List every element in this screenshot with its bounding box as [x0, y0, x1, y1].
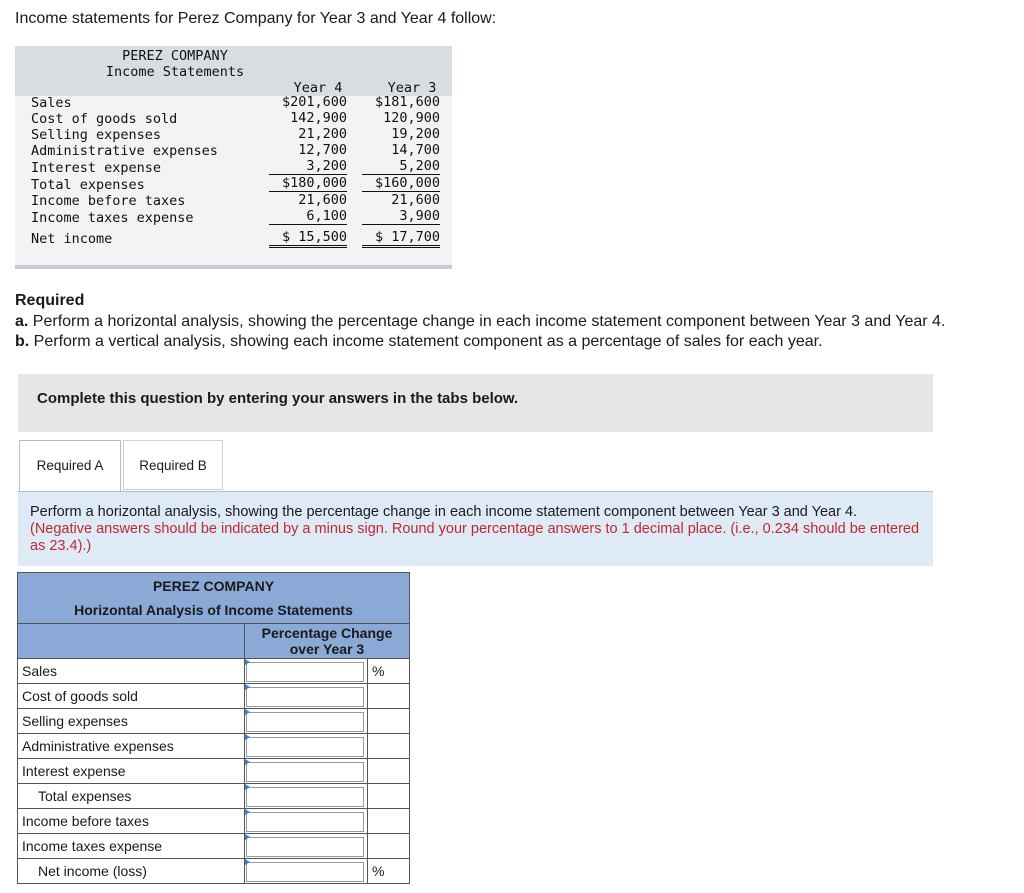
- required-title: Required: [15, 292, 85, 309]
- stmt-y3-selling: 19,200: [391, 126, 440, 142]
- statement-title: Income Statements: [105, 64, 245, 80]
- total-expenses-pct-input[interactable]: [246, 787, 364, 807]
- stmt-y4-interest: 3,200: [269, 158, 347, 175]
- table-row: [18, 684, 410, 709]
- pct-cell-empty: [368, 809, 410, 834]
- table-row: [18, 659, 410, 684]
- row-label: Income taxes expense: [18, 834, 245, 859]
- row-label: Income before taxes: [18, 809, 245, 834]
- stmt-y4-net: $ 15,500: [269, 229, 347, 248]
- instructions-note: (Negative answers should be indicated by a minus sign. Round your percentage answers to 1 decimal place. (i.e., 0.234 should be entered as 23.4).): [30, 521, 920, 554]
- table-row: [18, 834, 410, 859]
- stmt-y4-total: $180,000: [269, 175, 347, 192]
- stmt-y3-cogs: 120,900: [383, 110, 440, 126]
- row-label: Sales: [18, 659, 245, 684]
- stmt-y4-admin: 12,700: [298, 142, 347, 158]
- stmt-y3-interest: 5,200: [362, 158, 440, 175]
- answer-col-header-1: Percentage Change: [261, 625, 393, 641]
- table-row: [18, 809, 410, 834]
- tab-instructions: [18, 492, 933, 566]
- row-label: Cost of goods sold: [18, 684, 245, 709]
- input-cell: [245, 684, 368, 709]
- ibt-pct-input[interactable]: [246, 812, 364, 832]
- stmt-y4-sales: $201,600: [281, 94, 347, 110]
- instruction-banner: [18, 374, 933, 432]
- input-cell: [245, 859, 368, 884]
- required-b-text: Perform a vertical analysis, showing each income statement component as a percentage of sales for each year.: [29, 333, 823, 350]
- input-cell: [245, 834, 368, 859]
- stmt-y4-ibt: 21,600: [298, 192, 347, 208]
- answer-table-header: [18, 573, 410, 624]
- stmt-y3-sales: $181,600: [374, 94, 440, 110]
- stmt-label-taxes: Income taxes expense: [31, 210, 194, 226]
- intro-text: Income statements for Perez Company for Year 3 and Year 4 follow:: [15, 10, 497, 27]
- pct-cell-empty: [368, 709, 410, 734]
- stmt-label-net: Net income: [31, 231, 113, 247]
- stmt-y4-cogs: 142,900: [290, 110, 347, 126]
- stmt-label-ibt: Income before taxes: [31, 193, 186, 209]
- input-cell: [245, 759, 368, 784]
- input-cell: [245, 809, 368, 834]
- input-cell: [245, 659, 368, 684]
- input-cell: [245, 784, 368, 809]
- pct-cell-empty: [368, 684, 410, 709]
- tab-required-a[interactable]: Required A: [19, 440, 121, 492]
- instructions-text: Perform a horizontal analysis, showing the percentage change in each income statement component between Year 3 and Year 4.: [30, 504, 858, 520]
- cogs-pct-input[interactable]: [246, 687, 364, 707]
- input-cell: [245, 734, 368, 759]
- stmt-y3-total: $160,000: [362, 175, 440, 192]
- stmt-y3-net: $ 17,700: [362, 229, 440, 248]
- required-a: [15, 313, 945, 331]
- stmt-label-admin: Administrative expenses: [31, 143, 218, 159]
- pct-cell-empty: [368, 834, 410, 859]
- table-row: [18, 734, 410, 759]
- stmt-y3-admin: 14,700: [391, 142, 440, 158]
- table-row: [18, 859, 410, 884]
- row-label: Selling expenses: [18, 709, 245, 734]
- stmt-label-selling: Selling expenses: [31, 127, 162, 143]
- table-row: [18, 759, 410, 784]
- pct-cell-empty: [368, 734, 410, 759]
- row-label: Net income (loss): [18, 859, 245, 884]
- taxes-pct-input[interactable]: [246, 837, 364, 857]
- row-label: Administrative expenses: [18, 734, 245, 759]
- answer-col-blank: [18, 624, 245, 659]
- answer-title: Horizontal Analysis of Income Statements: [74, 602, 353, 618]
- row-label: Total expenses: [18, 784, 245, 809]
- percent-sign: %: [368, 859, 410, 884]
- stmt-y4-taxes: 6,100: [269, 208, 347, 225]
- required-a-text: Perform a horizontal analysis, showing the percentage change in each income statement component between Year 3 and Year 4.: [28, 313, 946, 330]
- pct-cell-empty: [368, 784, 410, 809]
- interest-pct-input[interactable]: [246, 762, 364, 782]
- statement-company: PEREZ COMPANY: [122, 48, 228, 64]
- percent-sign: %: [368, 659, 410, 684]
- selling-pct-input[interactable]: [246, 712, 364, 732]
- stmt-label-sales: Sales: [31, 95, 72, 111]
- stmt-label-total: Total expenses: [31, 177, 145, 193]
- stmt-y4-selling: 21,200: [298, 126, 347, 142]
- answer-col-header: [245, 624, 410, 659]
- year3-header: Year 3: [387, 80, 437, 96]
- tab-required-b[interactable]: Required B: [123, 440, 223, 490]
- required-a-prefix: a.: [15, 313, 29, 330]
- stmt-label-interest: Interest expense: [31, 160, 162, 176]
- sales-pct-input[interactable]: [246, 662, 364, 682]
- answer-col-header-2: over Year 3: [289, 641, 365, 657]
- stmt-y3-ibt: 21,600: [391, 192, 440, 208]
- stmt-y3-taxes: 3,900: [362, 208, 440, 225]
- row-label: Interest expense: [18, 759, 245, 784]
- banner-text: Complete this question by entering your answers in the tabs below.: [37, 390, 519, 407]
- horizontal-analysis-table: [17, 572, 410, 884]
- income-statement: [15, 46, 452, 269]
- table-row: [18, 784, 410, 809]
- table-row: [18, 709, 410, 734]
- pct-cell-empty: [368, 759, 410, 784]
- required-b: [15, 333, 823, 351]
- net-income-pct-input[interactable]: [246, 862, 364, 882]
- input-cell: [245, 709, 368, 734]
- year4-header: Year 4: [293, 80, 343, 96]
- answer-company: PEREZ COMPANY: [152, 578, 275, 594]
- required-b-prefix: b.: [15, 333, 30, 350]
- stmt-label-cogs: Cost of goods sold: [31, 111, 178, 127]
- admin-pct-input[interactable]: [246, 737, 364, 757]
